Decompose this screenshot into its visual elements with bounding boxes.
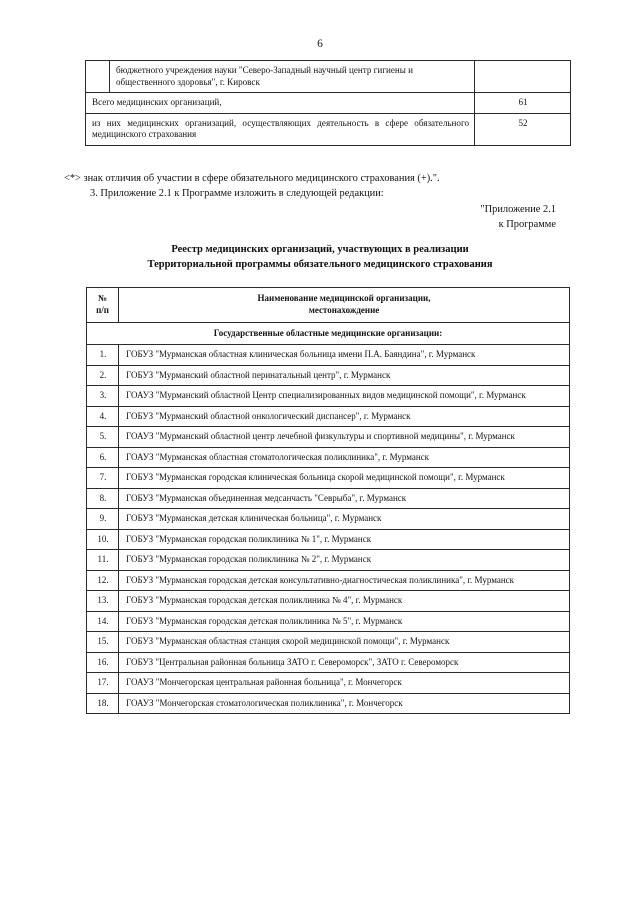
summary-row-count: 52 bbox=[475, 113, 571, 145]
column-header-number bbox=[87, 288, 119, 323]
registry-heading-line-1: Реестр медицинских организаций, участвующих в реализации bbox=[171, 244, 469, 255]
table-row bbox=[87, 570, 570, 591]
row-number: 13. bbox=[87, 591, 119, 612]
organization-name: ГОБУЗ "Мурманская областная станция скорой медицинской помощи", г. Мурманск bbox=[119, 632, 570, 653]
summary-row-label: Всего медицинских организаций, bbox=[86, 93, 475, 114]
summary-row-count bbox=[475, 61, 571, 93]
clause-3-text: 3. Приложение 2.1 к Программе изложить в следующей редакции: bbox=[90, 187, 384, 199]
appendix-reference-line-1: "Приложение 2.1 bbox=[480, 204, 556, 216]
table-row bbox=[87, 447, 570, 468]
table-row bbox=[87, 550, 570, 571]
organization-name: ГОАУЗ "Мурманский областной центр лечебной физкультуры и спортивной медицины", г. Мурманск bbox=[119, 427, 570, 448]
row-number: 8. bbox=[87, 488, 119, 509]
table-row bbox=[87, 591, 570, 612]
row-number: 18. bbox=[87, 693, 119, 714]
column-header-organization-name-line-2: местонахождение bbox=[308, 304, 380, 315]
table-row bbox=[87, 611, 570, 632]
row-number: 10. bbox=[87, 529, 119, 550]
appendix-reference bbox=[64, 202, 576, 232]
table-row bbox=[87, 529, 570, 550]
footnote-asterisk-note: <*> знак отличия об участии в сфере обязательного медицинского страхования (+).". bbox=[64, 173, 440, 184]
table-row bbox=[87, 365, 570, 386]
table-row bbox=[87, 345, 570, 366]
row-number: 14. bbox=[87, 611, 119, 632]
table-row bbox=[87, 509, 570, 530]
row-number: 11. bbox=[87, 550, 119, 571]
table-row bbox=[87, 488, 570, 509]
table-row bbox=[87, 673, 570, 694]
column-header-organization-name bbox=[119, 288, 570, 323]
organization-name: ГОБУЗ "Мурманская областная клиническая больница имени П.А. Баяндина", г. Мурманск bbox=[119, 345, 570, 366]
column-header-number-line-2: п/п bbox=[96, 304, 109, 315]
summary-row-label: бюджетного учреждения науки "Северо-Западный научный центр гигиены и общественного здоровья", г. Кировск bbox=[110, 61, 475, 93]
page-number: 6 bbox=[317, 38, 323, 50]
summary-table bbox=[85, 60, 571, 146]
row-number: 6. bbox=[87, 447, 119, 468]
organization-name: ГОБУЗ "Мурманский областной перинатальный центр", г. Мурманск bbox=[119, 365, 570, 386]
table-row bbox=[87, 693, 570, 714]
row-number: 4. bbox=[87, 406, 119, 427]
row-number: 1. bbox=[87, 345, 119, 366]
registry-section-row bbox=[87, 322, 570, 345]
row-number: 15. bbox=[87, 632, 119, 653]
organization-name: ГОБУЗ "Мурманская городская поликлиника № 1", г. Мурманск bbox=[119, 529, 570, 550]
row-number: 12. bbox=[87, 570, 119, 591]
table-row bbox=[86, 93, 571, 114]
summary-table-body bbox=[86, 61, 571, 146]
paragraph-block bbox=[64, 172, 576, 233]
row-number: 3. bbox=[87, 386, 119, 407]
row-number: 5. bbox=[87, 427, 119, 448]
row-number: 9. bbox=[87, 509, 119, 530]
summary-row-marker bbox=[86, 61, 110, 93]
registry-heading bbox=[64, 242, 576, 273]
organization-name: ГОБУЗ "Мурманская объединенная медсанчасть "Севрыба", г. Мурманск bbox=[119, 488, 570, 509]
organization-name: ГОАУЗ "Мурманская областная стоматологическая поликлиника", г. Мурманск bbox=[119, 447, 570, 468]
organization-name: ГОБУЗ "Мурманская городская детская поликлиника № 5", г. Мурманск bbox=[119, 611, 570, 632]
organization-name: ГОБУЗ "Мурманская детская клиническая больница", г. Мурманск bbox=[119, 509, 570, 530]
row-number: 2. bbox=[87, 365, 119, 386]
column-header-number-line-1: № bbox=[97, 293, 108, 303]
organization-name: ГОБУЗ "Мурманский областной онкологический диспансер", г. Мурманск bbox=[119, 406, 570, 427]
organization-name: ГОБУЗ "Мурманская городская поликлиника № 2", г. Мурманск bbox=[119, 550, 570, 571]
registry-header-row bbox=[87, 288, 570, 323]
registry-table bbox=[86, 287, 570, 714]
table-row bbox=[87, 468, 570, 489]
table-row bbox=[86, 113, 571, 145]
row-number: 7. bbox=[87, 468, 119, 489]
summary-row-count: 61 bbox=[475, 93, 571, 114]
organization-name: ГОАУЗ "Мончегорская центральная районная больница", г. Мончегорск bbox=[119, 673, 570, 694]
row-number: 17. bbox=[87, 673, 119, 694]
organization-name: ГОБУЗ "Центральная районная больница ЗАТО г. Североморск", ЗАТО г. Североморск bbox=[119, 652, 570, 673]
organization-name: ГОАУЗ "Мурманский областной Центр специализированных видов медицинской помощи", г. Мурманск bbox=[119, 386, 570, 407]
registry-section-title: Государственные областные медицинские организации: bbox=[87, 322, 570, 345]
registry-table-body bbox=[87, 288, 570, 714]
organization-name: ГОБУЗ "Мурманская городская клиническая больница скорой медицинской помощи", г. Мурманск bbox=[119, 468, 570, 489]
registry-heading-line-2: Территориальной программы обязательного медицинского страхования bbox=[147, 259, 493, 271]
table-row bbox=[87, 406, 570, 427]
organization-name: ГОБУЗ "Мурманская городская детская консультативно-диагностическая поликлиника", г. Мурманск bbox=[119, 570, 570, 591]
appendix-reference-line-2: к Программе bbox=[498, 219, 556, 231]
organization-name: ГОБУЗ "Мурманская городская детская поликлиника № 4", г. Мурманск bbox=[119, 591, 570, 612]
table-row bbox=[87, 652, 570, 673]
column-header-organization-name-line-1: Наименование медицинской организации, bbox=[257, 293, 431, 303]
table-row bbox=[87, 632, 570, 653]
table-row bbox=[87, 386, 570, 407]
row-number: 16. bbox=[87, 652, 119, 673]
summary-row-label: из них медицинских организаций, осуществляющих деятельность в сфере обязательного медицинского страхования bbox=[86, 113, 475, 145]
table-row bbox=[86, 61, 571, 93]
organization-name: ГОАУЗ "Мончегорская стоматологическая поликлиника", г. Мончегорск bbox=[119, 693, 570, 714]
table-row bbox=[87, 427, 570, 448]
